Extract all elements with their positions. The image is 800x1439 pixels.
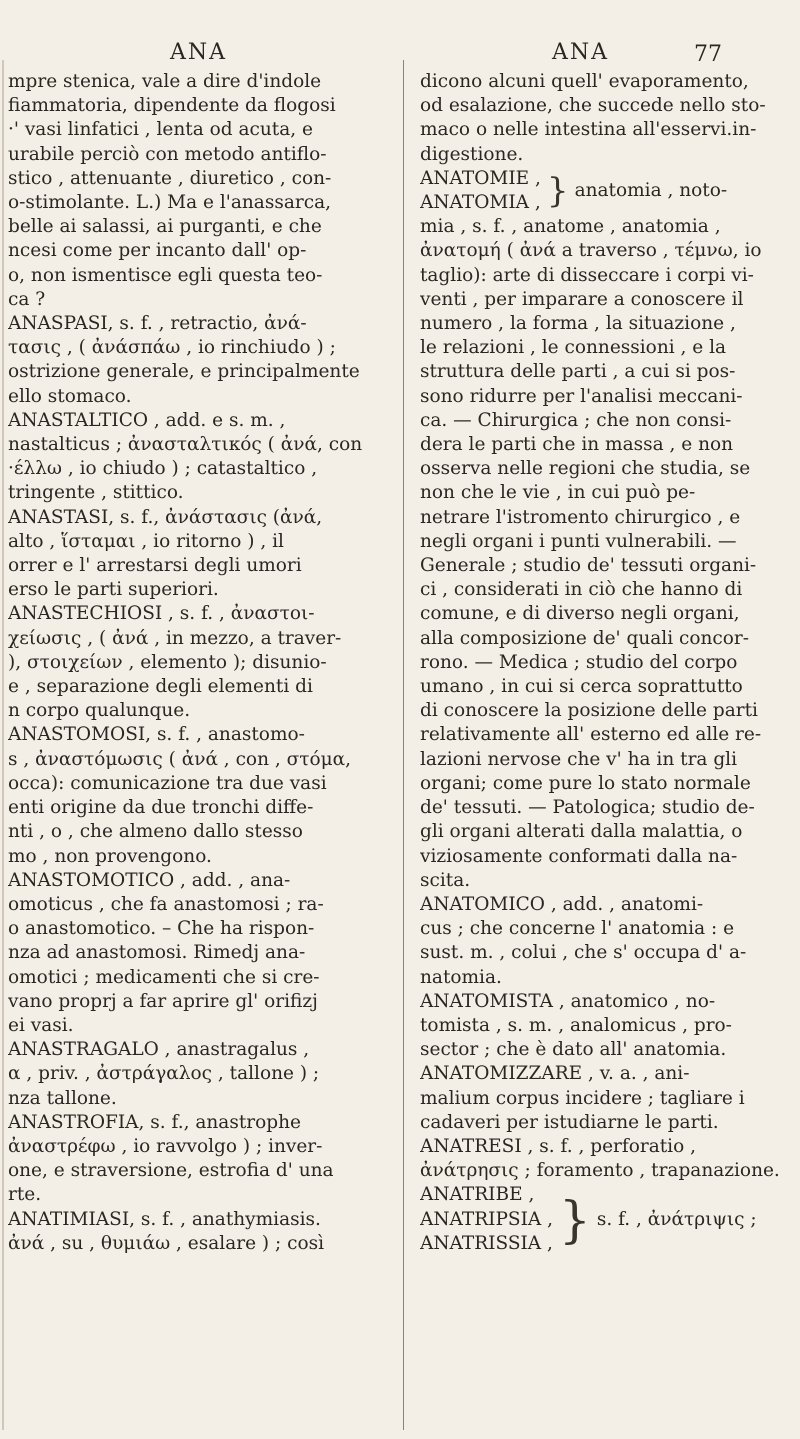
text-line: relativamente all' esterno ed alle re- (420, 724, 762, 746)
text-line: o anastomotico. – Che ha rispon- (8, 918, 315, 940)
text-line: omotici ; medicamenti che si cre- (8, 966, 320, 988)
text-line: o-stimolante. L.) Ma e l'anassarca, (8, 192, 331, 214)
text-line: ANASTECHIOSI , s. f. , ἀναστοι- (8, 603, 315, 625)
text-line: ·έλλω , io chiudo ) ; catastaltico , (8, 458, 318, 480)
text-line: ANASTALTICO , add. e s. m. , (8, 409, 286, 431)
text-line: occa): comunicazione tra due vasi (8, 772, 327, 794)
text-line: omoticus , che fa anastomosi ; ra- (8, 893, 324, 915)
text-line: negli organi i punti vulnerabili. — (420, 530, 737, 552)
text-line: tomista , s. m. , analomicus , pro- (420, 1014, 732, 1036)
text-line: ), στοιχείων , elemento ); disunio- (8, 651, 327, 673)
text-line: nti , o , che almeno dallo stesso (8, 821, 303, 843)
text-line: natomia. (420, 966, 502, 988)
text-line: lazioni nervose che v' ha in tra gli (420, 748, 738, 770)
page-edge (2, 60, 4, 1430)
column-divider (403, 60, 404, 1430)
text-line: fiammatoria, dipendente da flogosi (8, 95, 336, 117)
text-line: ANASPASI, s. f. , retractio, ἀνά- (8, 313, 307, 335)
text-line: ostrizione generale, e principalmente (8, 361, 360, 383)
text-line: cadaveri per istudiarne le parti. (420, 1111, 719, 1133)
left-running-head: ANA (170, 40, 228, 65)
text-line: orrer e l' arrestarsi degli umori (8, 555, 302, 577)
text-line: ἀναστρέφω , io ravvolgo ) ; inver- (8, 1135, 323, 1157)
text-line: enti origine da due tronchi diffe- (8, 797, 314, 819)
text-line: numero , la forma , la situazione , (420, 313, 736, 335)
text-line: osserva nelle regioni che studia, se (420, 458, 751, 480)
text-line: venti , per imparare a conoscere il (420, 288, 744, 310)
text-line: tringente , stittico. (8, 482, 184, 504)
entry-head: ANATOMIE , (420, 167, 541, 189)
text-line: taglio): arte di disseccare i corpi vi- (420, 264, 754, 286)
text-line: ncesi come per incanto dall' op- (8, 240, 307, 262)
text-line: sust. m. , colui , che s' occupa d' a- (420, 942, 747, 964)
entry-head: ANATRIBE , (420, 1184, 535, 1206)
text-line: alto , ἵσταμαι , io ritorno ) , il (8, 530, 284, 552)
text-line: non che le vie , in cui può pe- (420, 482, 696, 504)
text-line: ANATOMISTA , anatomico , no- (420, 990, 716, 1012)
entry-tail: s. f. , ἀνάτριψις ; (596, 1208, 757, 1230)
text-line: ello stomaco. (8, 385, 132, 407)
text-line: ἀνατομή ( ἀνά a traverso , τέμνω, io (420, 240, 762, 262)
text-line: de' tessuti. — Patologica; studio de- (420, 797, 755, 819)
text-line: di conoscere la posizione delle parti (420, 700, 758, 722)
text-line: scita. (420, 869, 471, 891)
text-line: χείωσις , ( ἀνά , in mezzo, a traver- (8, 627, 342, 649)
right-column-top (420, 70, 786, 167)
text-line: erso le parti superiori. (8, 579, 219, 601)
text-line: sono ridurre per l'analisi meccani- (420, 385, 743, 407)
text-line: vano proprj a far aprire gl' orifizj (8, 990, 318, 1012)
left-column (8, 70, 388, 1256)
text-line: ἀνά , su , θυμιάω , esalare ) ; così (8, 1232, 325, 1254)
text-line: le relazioni , le connessioni , e la (420, 337, 727, 359)
text-line: ei vasi. (8, 1014, 74, 1036)
text-line: comune, e di diverso negli organi, (420, 603, 740, 625)
anatomia-heads (420, 167, 541, 215)
anatripsia-entry (420, 1183, 786, 1256)
text-line: ca ? (8, 288, 46, 310)
text-line: netrare l'istromento chirurgico , e (420, 506, 741, 528)
text-line: alla composizione de' quali concor- (420, 627, 750, 649)
text-line: ANASTASI, s. f., ἀνάστασις (ἀνά, (8, 506, 323, 528)
entry-head: ANATRISSIA , (420, 1232, 553, 1254)
brace-symbol: } (546, 171, 569, 212)
text-line: ANATIMIASI, s. f. , anathymiasis. (8, 1208, 321, 1230)
text-line: ANASTROFIA, s. f., anastrophe (8, 1111, 301, 1133)
text-line: τασις , ( ἀνάσπάω , io rinchiudo ) ; (8, 337, 336, 359)
text-line: o, non ismentisce egli questa teo- (8, 264, 323, 286)
text-line: organi; come pure lo stato normale (420, 772, 751, 794)
text-line: α , priv. , ἀστράγαλος , tallone ) ; (8, 1063, 320, 1085)
text-line: nza tallone. (8, 1087, 117, 1109)
text-line: s , ἀναστόμωσις ( ἀνά , con , στόμα, (8, 748, 352, 770)
text-line: belle ai salassi, ai purganti, e che (8, 216, 322, 238)
text-line: ANATRESI , s. f. , perforatio , (420, 1135, 697, 1157)
text-line: dera le parti che in massa , e non (420, 434, 734, 456)
text-line: digestione. (420, 143, 524, 165)
text-line: ci , considerati in ciò che hanno di (420, 579, 743, 601)
text-line: dicono alcuni quell' evaporamento, (420, 71, 749, 92)
text-line: malium corpus incidere ; tagliare i (420, 1087, 745, 1109)
text-line: mo , non provengono. (8, 845, 212, 867)
text-line: n corpo qualunque. (8, 700, 191, 722)
text-line: ANASTRAGALO , anastragalus , (8, 1039, 310, 1061)
right-column-mid (420, 215, 786, 1183)
text-line: nza ad anastomosi. Rimedj ana- (8, 942, 306, 964)
text-line: urabile perciò con metodo antiflo- (8, 143, 327, 165)
text-line: cus ; che concerne l' anatomia : e (420, 918, 735, 940)
entry-head: ANATRIPSIA , (420, 1208, 554, 1230)
text-line: ἀνάτρησις ; foramento , trapanazione. (420, 1160, 780, 1182)
text-line: rte. (8, 1184, 42, 1206)
anatomia-entry (420, 167, 786, 215)
text-line: struttura delle parti , a cui si pos- (420, 361, 736, 383)
right-running-head: ANA (552, 40, 610, 65)
text-line: mpre stenica, vale a dire d'indole (8, 71, 322, 92)
text-line: ANASTOMOTICO , add. , ana- (8, 869, 291, 891)
text-line: mia , s. f. , anatome , anatomia , (420, 216, 721, 238)
entry-head: ANATOMIA , (420, 192, 541, 214)
page-number: 77 (694, 42, 722, 67)
text-line: e , separazione degli elementi di (8, 676, 313, 698)
right-column (420, 70, 786, 1256)
text-line: ·' vasi linfatici , lenta od acuta, e (8, 119, 313, 141)
brace-symbol: } (559, 1190, 591, 1249)
text-line: maco o nelle intestina all'esservi.in- (420, 119, 757, 141)
text-line: ANATOMICO , add. , anatomi- (420, 893, 704, 915)
text-line: od esalazione, che succede nello sto- (420, 95, 766, 117)
text-line: ca. — Chirurgica ; che non consi- (420, 409, 732, 431)
anatripsia-heads (420, 1183, 553, 1256)
text-line: nastalticus ; ἀνασταλτικός ( ἀνά, con (8, 434, 363, 456)
text-line: Generale ; studio de' tessuti organi- (420, 555, 757, 577)
text-line: umano , in cui si cerca soprattutto (420, 676, 743, 698)
text-line: viziosamente conformati dalla na- (420, 845, 738, 867)
text-line: stico , attenuante , diuretico , con- (8, 167, 332, 189)
text-line: gli organi alterati dalla malattia, o (420, 821, 743, 843)
text-line: rono. — Medica ; studio del corpo (420, 651, 738, 673)
entry-tail: anatomia , noto- (574, 179, 728, 201)
text-line: ANATOMIZZARE , v. a. , ani- (420, 1063, 690, 1085)
text-line: one, e straversione, estrofia d' una (8, 1160, 334, 1182)
text-line: ANASTOMOSI, s. f. , anastomo- (8, 724, 305, 746)
text-line: sector ; che è dato all' anatomia. (420, 1039, 727, 1061)
